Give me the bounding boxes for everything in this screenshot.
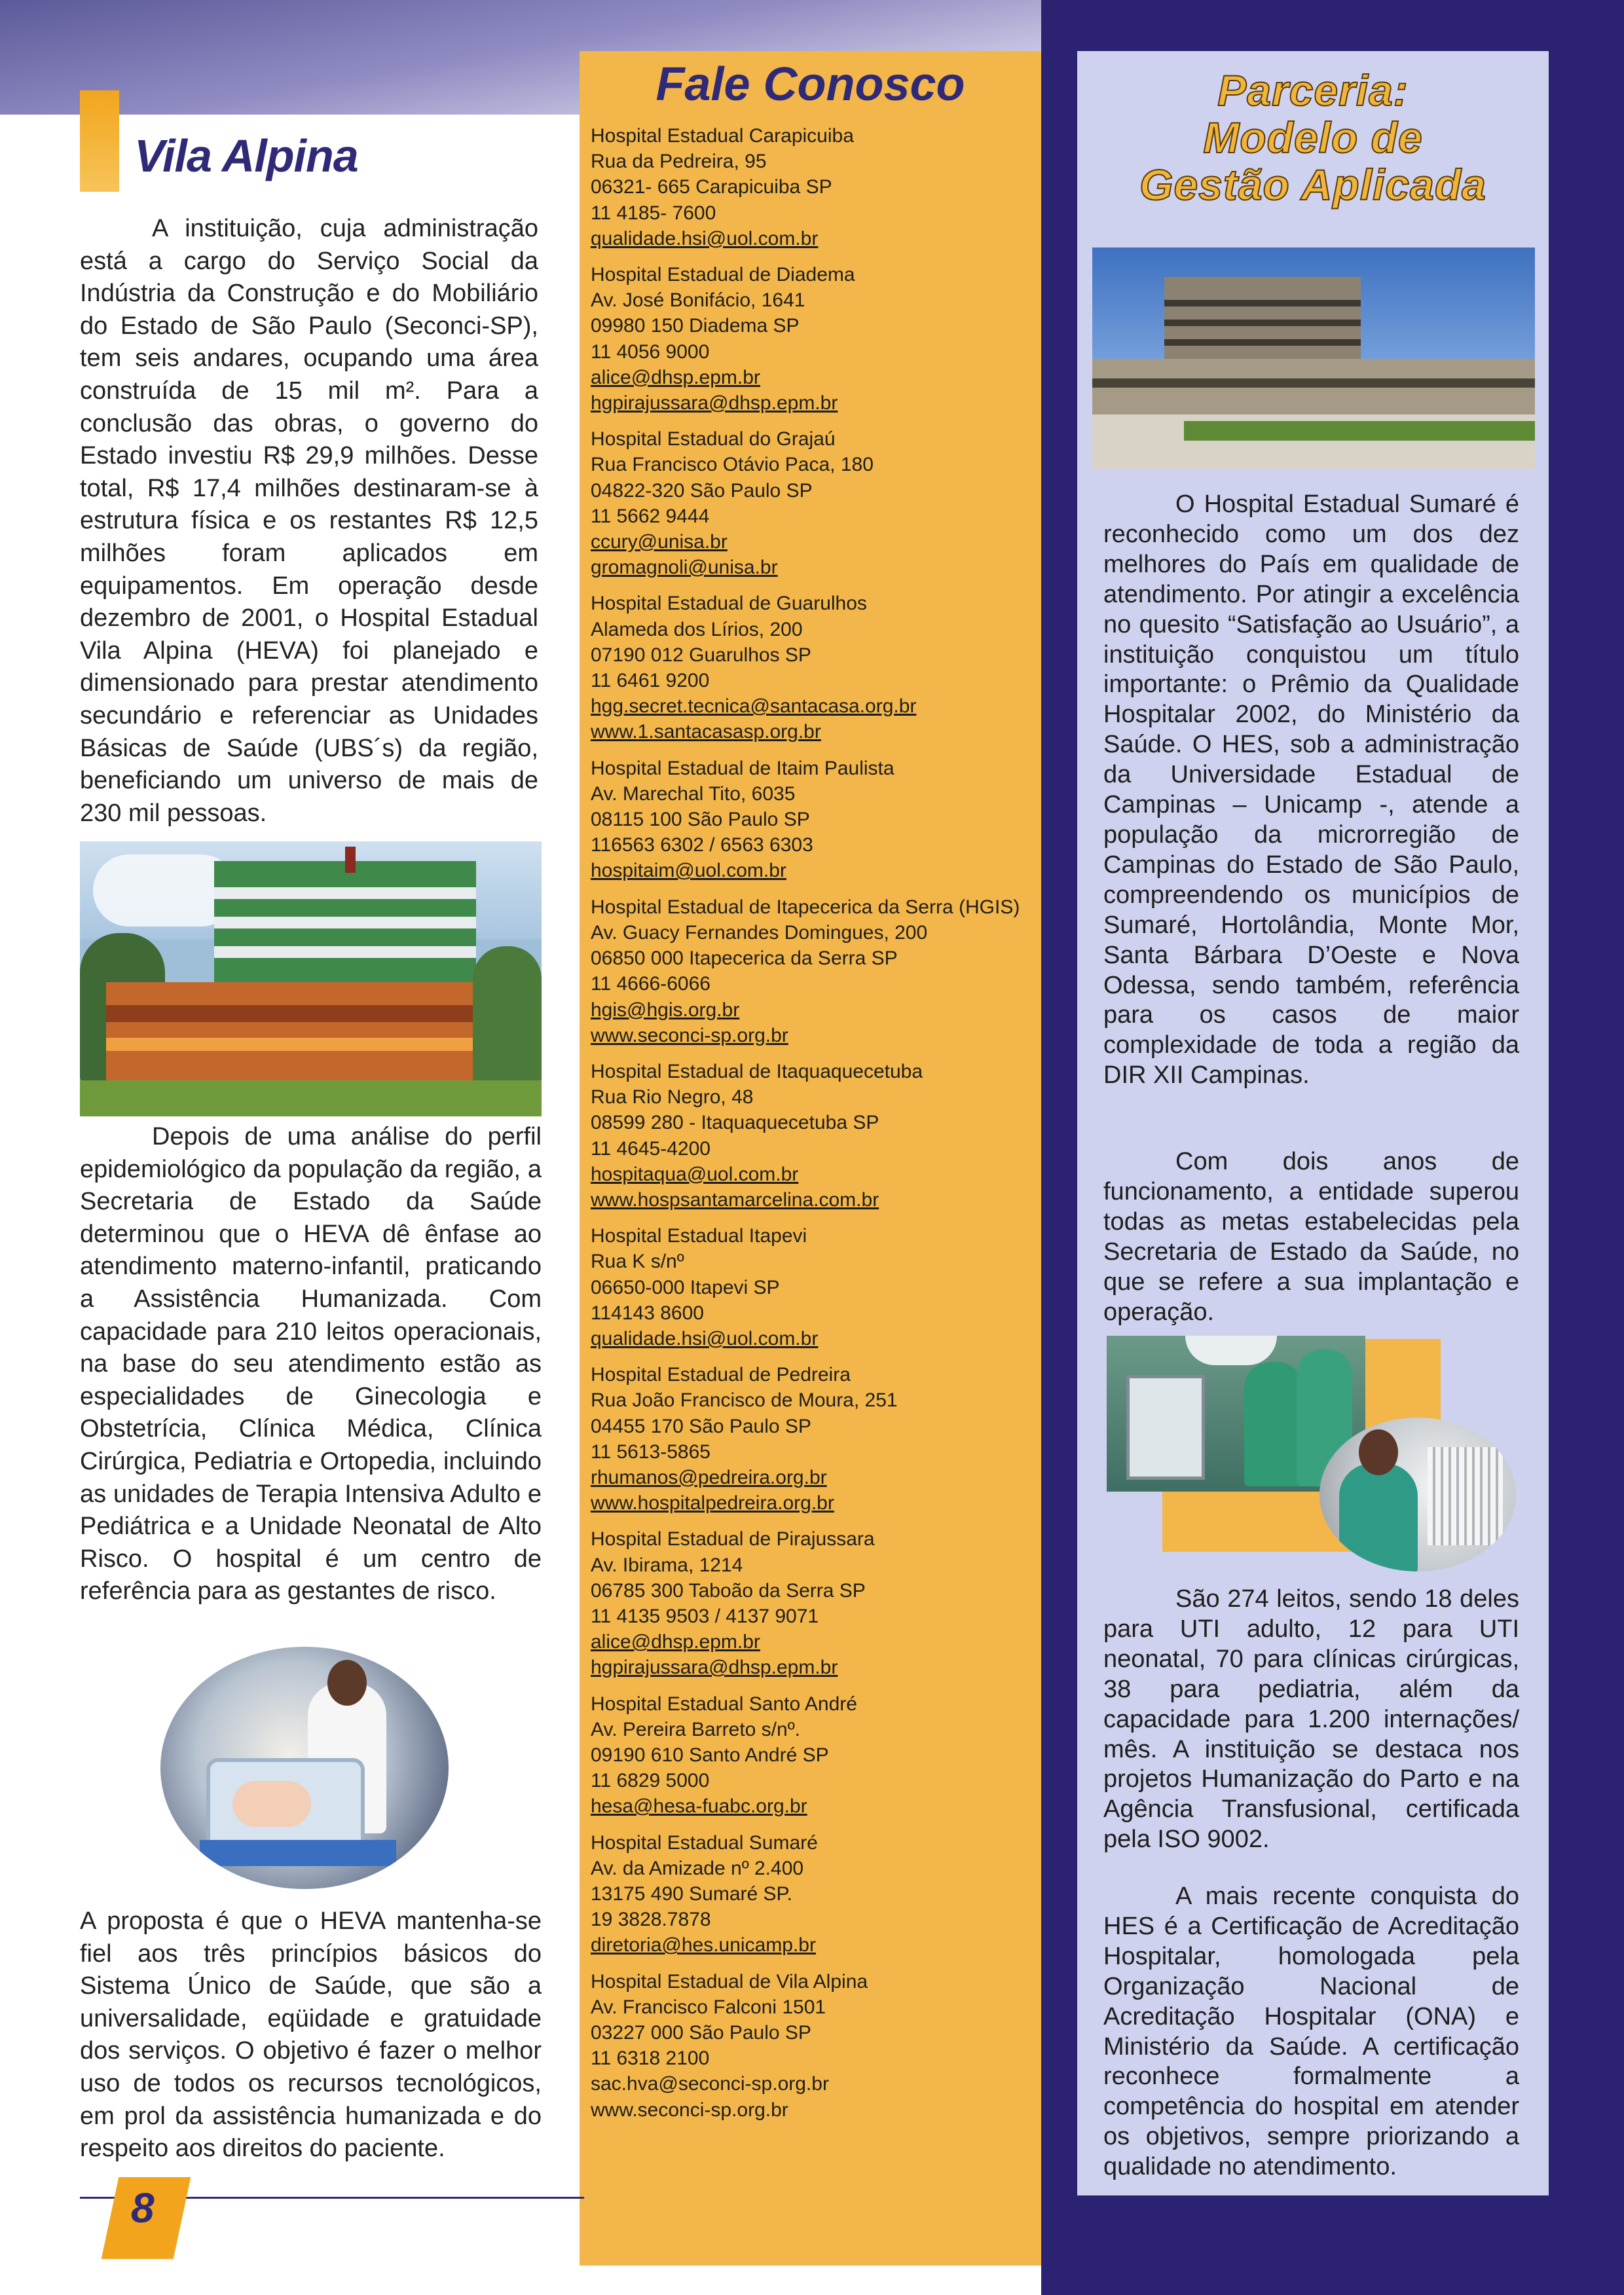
sumare-hospital-photo — [1092, 248, 1535, 469]
contact-line: Av. Francisco Falconi 1501 — [591, 1996, 826, 2018]
contact-line: Av. Guacy Fernandes Domingues, 200 — [591, 921, 928, 944]
contact-link[interactable]: qualidade.hsi@uol.com.br — [591, 227, 819, 249]
contact-line: 06650-000 Itapevi SP — [591, 1276, 780, 1298]
sumare-paragraph-2 — [1103, 1147, 1519, 1327]
hospital-name: Hospital Estadual Carapicuiba — [591, 125, 854, 147]
contact-line: Rua da Pedreira, 95 — [591, 151, 767, 173]
contact-line: 08599 280 - Itaquaquecetuba SP — [591, 1112, 879, 1134]
hospital-name: Hospital Estadual de Diadema — [591, 264, 855, 286]
hospital-name: Hospital Estadual Santo André — [591, 1693, 857, 1715]
contact-link[interactable]: hospitaim@uol.com.br — [591, 860, 786, 882]
hospital-name: Hospital Estadual de Pedreira — [591, 1364, 851, 1386]
contact-line: 19 3828.7878 — [591, 1909, 711, 1931]
contact-line: 11 4666-6066 — [591, 973, 710, 995]
contact-line: 06785 300 Taboão da Serra SP — [591, 1579, 866, 1602]
contact-line: 11 6829 5000 — [591, 1770, 710, 1792]
contact-line: 03227 000 São Paulo SP — [591, 2022, 811, 2044]
hospital-name: Hospital Estadual de Guarulhos — [591, 593, 867, 615]
contact-line: Av. Marechal Tito, 6035 — [591, 782, 796, 805]
contact-line: sac.hva@seconci-sp.org.br — [591, 2073, 829, 2095]
contact-line: Av. Ibirama, 1214 — [591, 1554, 743, 1576]
contact-link[interactable]: www.seconci-sp.org.br — [591, 1024, 788, 1046]
section-marker — [80, 90, 119, 192]
contact-block — [591, 1691, 1036, 1820]
contact-line: Rua João Francisco de Moura, 251 — [591, 1389, 898, 1412]
partnership-title — [1077, 67, 1549, 208]
contact-link[interactable]: www.1.santacasasp.org.br — [591, 721, 821, 743]
contact-line: 11 6318 2100 — [591, 2047, 710, 2070]
contact-link[interactable]: rhumanos@pedreira.org.br — [591, 1466, 827, 1488]
contact-block — [591, 262, 1036, 416]
contact-block — [591, 426, 1036, 580]
contact-link[interactable]: hesa@hesa-fuabc.org.br — [591, 1795, 807, 1818]
contact-link[interactable]: hgis@hgis.org.br — [591, 999, 740, 1021]
contact-link[interactable]: hgg.secret.tecnica@santacasa.org.br — [591, 695, 917, 718]
hospital-name: Hospital Estadual do Grajaú — [591, 428, 836, 450]
contact-line: 11 5662 9444 — [591, 505, 710, 527]
contact-link[interactable]: alice@dhsp.epm.br — [591, 1631, 760, 1653]
contact-line: 06850 000 Itapecerica da Serra SP — [591, 947, 898, 970]
paragraph-text: Depois de uma análise do perfil epidemiológico da população da região, a Secretaria de Estado da Saúde determinou que o HEVA dê ênfase ao atendimento materno-infantil, praticando a Assistência Humanizada. Com capacidade para 210 leitos operacionais, na base do seu atendimento estão as especialidades de Ginecologia e Obstetrícia, Clínica Médica, Clínica Cirúrgica, Pediatria e Ortopedia, incluindo as unidades de Terapia Intensiva Adulto e Pediátrica e a Unidade Neonatal de Alto Risco. O hospital é um centro de referência para as gestantes de risco. — [80, 1123, 542, 1606]
contact-line: 08115 100 São Paulo SP — [591, 809, 810, 831]
hospital-name: Hospital Estadual Itapevi — [591, 1225, 807, 1247]
contact-line: 13175 490 Sumaré SP. — [591, 1883, 793, 1905]
contact-line: Av. José Bonifácio, 1641 — [591, 289, 805, 312]
vila-alpina-paragraph-3: A proposta é que o HEVA mantenha-se fiel aos três princípios básicos do Sistema Único de Saúde, que são a universalidade, eqüidade e gratuidade dos serviços. O objetivo é fazer o melhor uso de todos os recursos tecnológicos, em prol da assistência humanizada e do respeito aos direitos do paciente. — [80, 1907, 542, 2163]
vila-alpina-paragraph-1 — [80, 213, 538, 830]
hospital-name: Hospital Estadual de Vila Alpina — [591, 1970, 868, 1992]
contact-block — [591, 1830, 1036, 1958]
title-line-3: Gestão Aplicada — [1139, 160, 1486, 209]
contact-line: Alameda dos Lírios, 200 — [591, 618, 803, 640]
contact-link[interactable]: hgpirajussara@dhsp.epm.br — [591, 1657, 838, 1679]
contact-line: Rua K s/nº — [591, 1251, 684, 1273]
contact-line: 11 4135 9503 / 4137 9071 — [591, 1605, 819, 1627]
contact-line: 09190 610 Santo André SP — [591, 1744, 829, 1766]
paragraph-text: Com dois anos de funcionamento, a entidade superou todas as metas estabelecidas pela Secretaria de Estado da Saúde, no que se refere a sua implantação e operação. — [1103, 1148, 1519, 1326]
contact-block — [591, 1362, 1036, 1516]
paragraph-text: São 274 leitos, sendo 18 deles para UTI adulto, 12 para UTI neonatal, 70 para clínicas cirúrgicas, 38 para pediatria, além da capacidade para 1.200 internações/ mês. A instituição se destaca nos projetos Humanização do Parto e na Agência Transfusional, certificada pela ISO 9002. — [1103, 1585, 1519, 1854]
contact-line: 04822-320 São Paulo SP — [591, 479, 813, 502]
neonatal-care-photo — [160, 1647, 449, 1889]
sumare-paragraph-3 — [1103, 1585, 1519, 1855]
contact-link[interactable]: ccury@unisa.br — [591, 531, 728, 553]
contact-line: Rua Rio Negro, 48 — [591, 1086, 754, 1109]
title-line-1: Parceria: — [1217, 66, 1409, 115]
contact-line: www.seconci-sp.org.br — [591, 2099, 788, 2121]
contact-block — [591, 1059, 1036, 1213]
contact-line: 07190 012 Guarulhos SP — [591, 644, 811, 666]
contact-line: Av. da Amizade nº 2.400 — [591, 1857, 804, 1879]
contact-link[interactable]: alice@dhsp.epm.br — [591, 366, 760, 388]
contact-block — [591, 756, 1036, 884]
contact-link[interactable]: www.hospitalpedreira.org.br — [591, 1492, 834, 1515]
contact-line: 11 4056 9000 — [591, 340, 710, 363]
contact-link[interactable]: gromagnoli@unisa.br — [591, 557, 778, 579]
contacts-title: Fale Conosco — [655, 58, 965, 111]
contact-link[interactable]: diretoria@hes.unicamp.br — [591, 1934, 816, 1956]
contact-line: 11 4185- 7600 — [591, 202, 716, 224]
title-line-2: Modelo de — [1203, 113, 1423, 162]
paragraph-text: A instituição, cuja administração está a cargo do Serviço Social da Indústria da Construção e do Mobiliário do Estado de São Paulo (Seconci-SP), tem seis andares, ocupando uma área construída de 15 mil m². Para a conclusão das obras, o governo do Estado investiu R$ 29,9 milhões. Desse total, R$ 17,4 milhões destinaram-se à estrutura física e os restantes R$ 12,5 milhões foram aplicados em equipamentos. Em operação desde dezembro de 2001, o Hospital Estadual Vila Alpina (HEVA) foi planejado e dimensionado para prestar atendimento secundário e referenciar as Unidades Básicas de Saúde (UBS´s) da região, beneficiando um universo de mais de 230 mil pessoas. — [80, 215, 538, 827]
laboratory-photo — [1320, 1418, 1516, 1571]
contact-block — [591, 1223, 1036, 1351]
contact-line: 11 4645-4200 — [591, 1137, 710, 1160]
contact-link[interactable]: hospitaqua@uol.com.br — [591, 1163, 799, 1185]
contact-line: 09980 150 Diadema SP — [591, 315, 800, 337]
vila-alpina-paragraph-2 — [80, 1121, 542, 1608]
contact-link[interactable]: qualidade.hsi@uol.com.br — [591, 1327, 819, 1349]
hospital-name: Hospital Estadual de Pirajussara — [591, 1528, 875, 1551]
contact-link[interactable]: hgpirajussara@dhsp.epm.br — [591, 392, 838, 414]
contact-line: 114143 8600 — [591, 1302, 704, 1324]
contacts-list — [591, 123, 1036, 2133]
contact-block — [591, 591, 1036, 744]
contact-line: 04455 170 São Paulo SP — [591, 1415, 811, 1437]
contact-line: 11 5613-5865 — [591, 1441, 710, 1463]
contact-line: Av. Pereira Barreto s/nº. — [591, 1718, 800, 1740]
contact-block — [591, 123, 1036, 251]
contact-line: 06321- 665 Carapicuiba SP — [591, 176, 832, 198]
hospital-name: Hospital Estadual Sumaré — [591, 1831, 818, 1854]
hospital-name: Hospital Estadual de Itaim Paulista — [591, 757, 895, 779]
page-number: 8 — [131, 2184, 155, 2231]
hospital-name: Hospital Estadual de Itaquaquecetuba — [591, 1060, 923, 1082]
sumare-paragraph-4 — [1103, 1882, 1519, 2182]
sumare-paragraph-1 — [1103, 490, 1519, 1091]
contact-block — [591, 894, 1036, 1048]
contact-block — [591, 1526, 1036, 1680]
vila-alpina-hospital-photo — [80, 841, 542, 1116]
section-title-vila-alpina: Vila Alpina — [134, 130, 358, 181]
contact-line: 116563 6302 / 6563 6303 — [591, 834, 813, 856]
contact-link[interactable]: www.hospsantamarcelina.com.br — [591, 1188, 879, 1211]
contact-block — [591, 1969, 1036, 2123]
contact-line: 11 6461 9200 — [591, 670, 710, 692]
hospital-name: Hospital Estadual de Itapecerica da Serra (HGIS) — [591, 896, 1020, 918]
paragraph-text: A mais recente conquista do HES é a Certificação de Acreditação Hospitalar, homologada pela Organização Nacional de Acreditação Hospitalar (ONA) e Ministério da Saúde. A certificação reconhece formalmente a competência do hospital em atender os objetivos, sempre priorizando a qualidade no atendimento. — [1103, 1882, 1519, 2181]
paragraph-text: O Hospital Estadual Sumaré é reconhecido como um dos dez melhores do País em qualidade de atendimento. Por atingir a excelência no quesito “Satisfação ao Usuário”, a instituição conquistou um título importante: o Prêmio da Qualidade Hospitalar 2002, do Ministério da Saúde. O HES, sob a administração da Universidade Estadual de Campinas – Unicamp -, atende a população da microrregião de Campinas do Estado de São Paulo, compreendendo os municípios de Sumaré, Hortolândia, Monte Mor, Santa Bárbara D’Oeste e Nova Odessa, sendo também, referência para os casos de maior complexidade de toda a região da DIR XII Campinas. — [1103, 490, 1519, 1090]
contact-line: Rua Francisco Otávio Paca, 180 — [591, 454, 874, 476]
